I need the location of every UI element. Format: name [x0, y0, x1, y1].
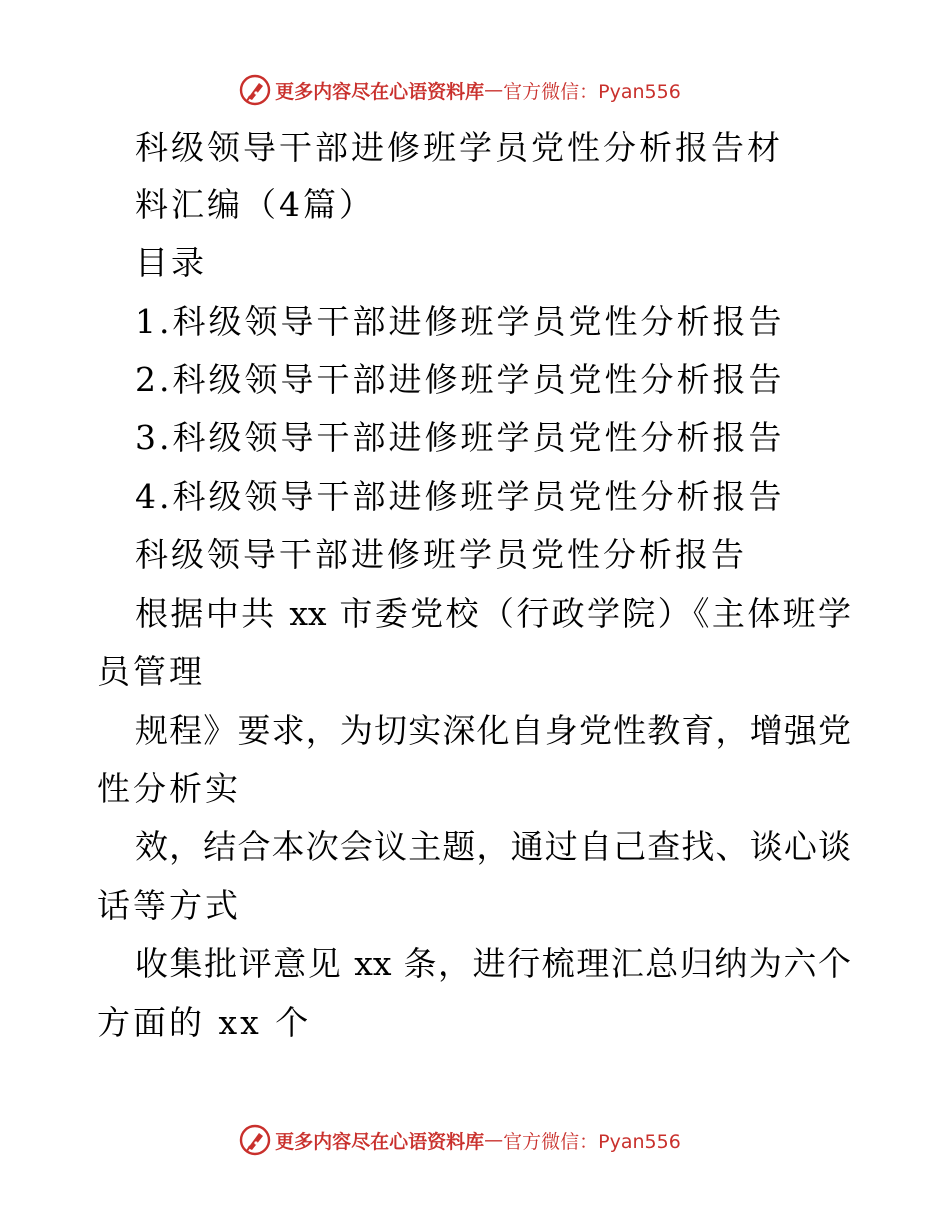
- watermark-wechat: 官方微信：Pyan556: [503, 1130, 681, 1153]
- paragraph-line: 性分析实: [97, 769, 241, 808]
- toc-item-4: 4.科级领导干部进修班学员党性分析报告: [135, 477, 785, 516]
- red-quill-logo-icon: [239, 74, 271, 106]
- doc-title-line-1: 科级领导干部进修班学员党性分析报告材: [135, 128, 783, 167]
- section-heading: 科级领导干部进修班学员党性分析报告: [135, 535, 747, 574]
- watermark-dash: —: [484, 79, 504, 101]
- toc-item-1: 1.科级领导干部进修班学员党性分析报告: [135, 302, 785, 341]
- paragraph-line: 规程》要求，为切实深化自身党性教育，增强党: [135, 711, 851, 750]
- toc-heading: 目录: [135, 243, 207, 282]
- watermark-brand: 更多内容尽在心语资料库: [275, 80, 485, 103]
- footer-watermark: [0, 1120, 950, 1160]
- red-quill-logo-icon: [239, 1124, 271, 1156]
- toc-item-2: 2.科级领导干部进修班学员党性分析报告: [135, 360, 785, 399]
- header-watermark: [0, 70, 950, 110]
- paragraph-line: 根据中共 xx 市委党校（行政学院）《主体班学: [135, 594, 851, 633]
- paragraph-line: 收集批评意见 xx 条，进行梳理汇总归纳为六个: [135, 944, 851, 983]
- paragraph-line: 方面的 xx 个: [97, 1003, 312, 1042]
- watermark-dash: —: [484, 1129, 504, 1151]
- paragraph-line: 员管理: [97, 652, 205, 691]
- paragraph-line: 话等方式: [97, 886, 241, 925]
- doc-title-line-2: 料汇编（4篇）: [135, 185, 375, 224]
- watermark-brand: 更多内容尽在心语资料库: [275, 1130, 485, 1153]
- paragraph-line: 效，结合本次会议主题，通过自己查找、谈心谈: [135, 827, 851, 866]
- watermark-wechat: 官方微信：Pyan556: [503, 80, 681, 103]
- toc-item-3: 3.科级领导干部进修班学员党性分析报告: [135, 418, 785, 457]
